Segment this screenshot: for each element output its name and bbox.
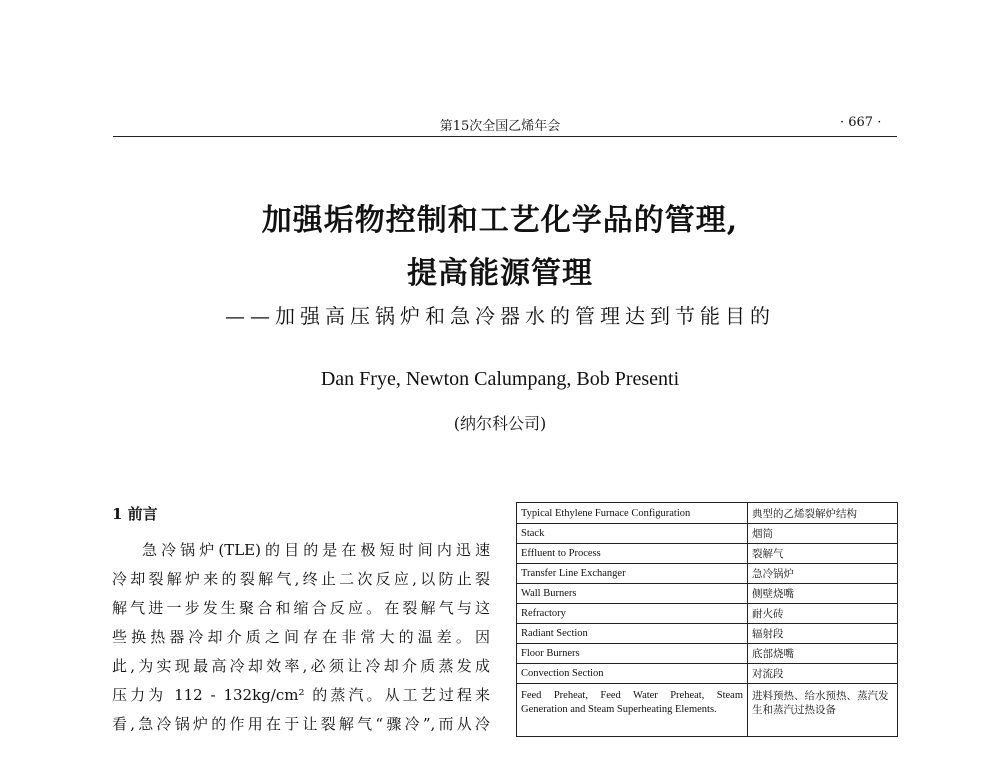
page-number: · 667 · — [840, 115, 882, 130]
table-row — [517, 564, 898, 584]
table-row — [517, 664, 898, 684]
table-cell: Effluent to Process — [517, 544, 748, 564]
body-line: 解气进一步发生聚合和缩合反应。在裂解气与这 — [112, 599, 490, 617]
table-row — [517, 624, 898, 644]
body-line: 冷却裂解炉来的裂解气,终止二次反应,以防止裂 — [112, 570, 490, 588]
table-cell: 耐火砖 — [748, 604, 898, 624]
body-line: 急冷锅炉(TLE)的目的是在极短时间内迅速 — [142, 541, 490, 559]
section-heading: 1 前言 — [112, 505, 158, 523]
table-cell: Radiant Section — [517, 624, 748, 644]
table-row — [517, 544, 898, 564]
table-row — [517, 584, 898, 604]
table-cell: 底部烧嘴 — [748, 644, 898, 664]
authors: Dan Frye, Newton Calumpang, Bob Presenti — [320, 368, 680, 390]
table-header-row — [517, 503, 898, 524]
body-line: 压力为 112 - 132kg/cm² 的蒸汽。从工艺过程来 — [112, 686, 490, 704]
table-cell: Feed Preheat, Feed Water Preheat, Steam Generation and Steam Superheating Elements. — [517, 684, 748, 737]
table-cell: 进料预热、给水预热、蒸汽发生和蒸汽过热设备 — [748, 684, 898, 737]
table-cell: 裂解气 — [748, 544, 898, 564]
title-line-1: 加强垢物控制和工艺化学品的管理, — [261, 203, 739, 238]
table-row — [517, 604, 898, 624]
table-cell: Convection Section — [517, 664, 748, 684]
table-row — [517, 644, 898, 664]
body-line: 此,为实现最高冷却效率,必须让冷却介质蒸发成 — [112, 657, 490, 675]
body-text — [112, 536, 490, 739]
table-cell: 对流段 — [748, 664, 898, 684]
table-cell: 急冷锅炉 — [748, 564, 898, 584]
furnace-configuration-table — [516, 502, 898, 737]
table-header-cell: Typical Ethylene Furnace Configuration — [517, 503, 748, 524]
table-cell: Transfer Line Exchanger — [517, 564, 748, 584]
title-line-2: 提高能源管理 — [407, 256, 593, 291]
table-cell: Floor Burners — [517, 644, 748, 664]
table-cell: Stack — [517, 524, 748, 544]
table-cell: Refractory — [517, 604, 748, 624]
table-cell: 辐射段 — [748, 624, 898, 644]
body-line: 看,急冷锅炉的作用在于让裂解气“骤冷”,而从冷 — [112, 715, 490, 733]
body-line: 些换热器冷却介质之间存在非常大的温差。因 — [112, 628, 490, 646]
table-row — [517, 524, 898, 544]
table-cell: Wall Burners — [517, 584, 748, 604]
affiliation: (纳尔科公司) — [453, 414, 547, 433]
table-row — [517, 684, 898, 737]
table-cell: 侧壁烧嘴 — [748, 584, 898, 604]
table-header-cell: 典型的乙烯裂解炉结构 — [748, 503, 898, 524]
table-cell: 烟筒 — [748, 524, 898, 544]
subtitle: ——加强高压锅炉和急冷器水的管理达到节能目的 — [225, 304, 775, 328]
running-header: 第15次全国乙烯年会 — [439, 119, 561, 134]
header-rule — [113, 136, 897, 137]
